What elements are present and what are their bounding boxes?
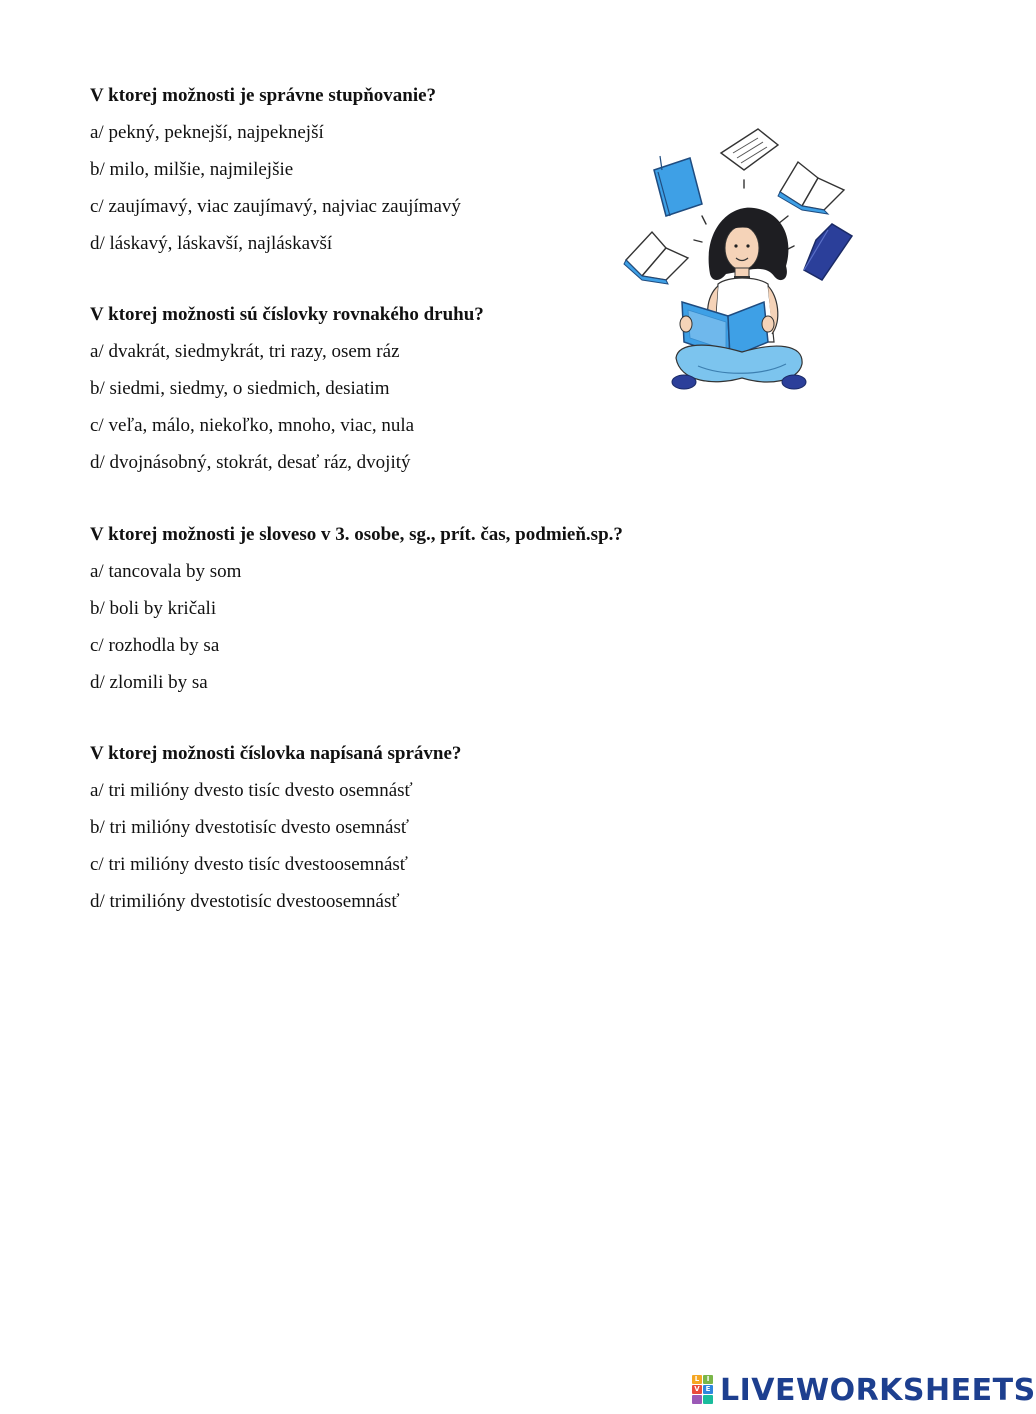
flying-paper-icon bbox=[721, 129, 778, 170]
question-3-option-b[interactable]: b/ boli by kričali bbox=[90, 598, 217, 619]
question-4-option-a[interactable]: a/ tri milióny dvesto tisíc dvesto osemnásť bbox=[90, 780, 413, 801]
question-1-title: V ktorej možnosti je správne stupňovanie? bbox=[90, 85, 437, 106]
liveworksheets-logo-text: LIVEWORKSHEETS bbox=[720, 1372, 1036, 1408]
liveworksheets-logo-icon: L I V E bbox=[692, 1375, 714, 1405]
question-4-option-c[interactable]: c/ tri milióny dvesto tisíc dvestoosemnásť bbox=[90, 854, 408, 875]
question-1-option-a[interactable]: a/ pekný, peknejší, najpeknejší bbox=[90, 122, 324, 143]
navy-book-icon bbox=[804, 224, 852, 280]
question-2 bbox=[90, 303, 710, 488]
question-1-option-b[interactable]: b/ milo, milšie, najmilejšie bbox=[90, 159, 294, 180]
question-1 bbox=[90, 84, 710, 269]
question-2-option-d[interactable]: d/ dvojnásobný, stokrát, desať ráz, dvojitý bbox=[90, 452, 411, 473]
question-2-option-a[interactable]: a/ dvakrát, siedmykrát, tri razy, osem ráz bbox=[90, 341, 400, 362]
question-1-option-c[interactable]: c/ zaujímavý, viac zaujímavý, najviac zaujímavý bbox=[90, 196, 461, 217]
question-2-title: V ktorej možnosti sú číslovky rovnakého druhu? bbox=[90, 304, 484, 325]
reading-girl-illustration bbox=[618, 120, 868, 400]
open-book-left-icon bbox=[624, 232, 688, 284]
flying-book-icon bbox=[654, 156, 702, 216]
question-4 bbox=[90, 742, 710, 927]
open-book-icon bbox=[778, 162, 844, 214]
question-3 bbox=[90, 523, 710, 708]
question-2-option-b[interactable]: b/ siedmi, siedmy, o siedmich, desiatim bbox=[90, 378, 390, 399]
question-4-option-b[interactable]: b/ tri milióny dvestotisíc dvesto osemnásť bbox=[90, 817, 409, 838]
question-1-option-d[interactable]: d/ láskavý, láskavší, najláskavší bbox=[90, 233, 333, 254]
question-3-option-c[interactable]: c/ rozhodla by sa bbox=[90, 635, 220, 656]
question-3-option-d[interactable]: d/ zlomili by sa bbox=[90, 672, 208, 693]
girl-figure bbox=[672, 208, 806, 389]
liveworksheets-logo[interactable] bbox=[692, 1372, 1036, 1408]
question-3-option-a[interactable]: a/ tancovala by som bbox=[90, 561, 242, 582]
question-4-option-d[interactable]: d/ trimilióny dvestotisíc dvestoosemnásť bbox=[90, 891, 400, 912]
question-3-title: V ktorej možnosti je sloveso v 3. osobe, sg., prít. čas, podmieň.sp.? bbox=[90, 524, 623, 545]
question-4-title: V ktorej možnosti číslovka napísaná správne? bbox=[90, 743, 462, 764]
question-2-option-c[interactable]: c/ veľa, málo, niekoľko, mnoho, viac, nula bbox=[90, 415, 415, 436]
